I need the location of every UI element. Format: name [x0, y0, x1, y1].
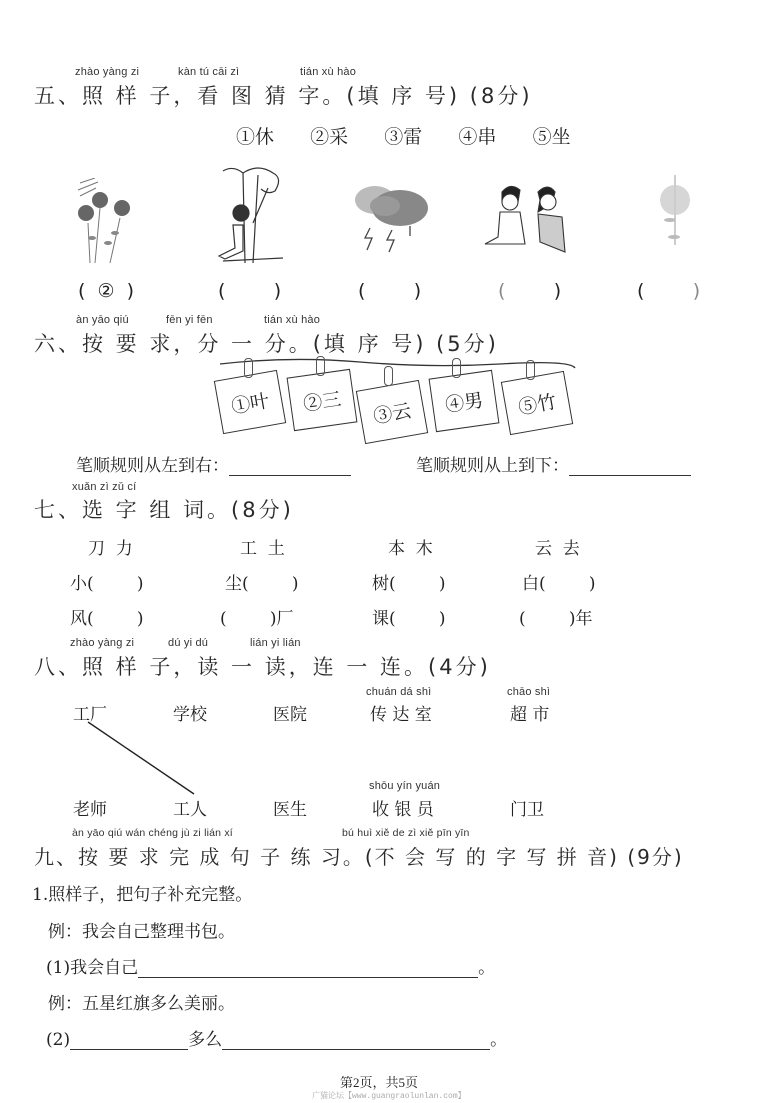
- section7-title: 七、选 字 组 词。(8分): [34, 498, 294, 522]
- word-blank-4[interactable]: 白( ): [522, 574, 596, 594]
- option-4: ④串: [458, 126, 497, 148]
- option-5: ⑤坐: [532, 126, 571, 148]
- answer-box-5[interactable]: ( ): [637, 280, 701, 302]
- answer-box-3[interactable]: ( ): [358, 280, 422, 302]
- tag-3: ③云: [356, 380, 428, 444]
- section8-pinyin-3: lián yi lián: [250, 637, 301, 649]
- paperclip-icon: [526, 360, 535, 380]
- rule-left-to-right: [76, 451, 351, 476]
- paperclip-icon: [384, 366, 393, 386]
- answer-box-2[interactable]: ( ): [218, 280, 282, 302]
- pair-1: 刀 力: [88, 539, 133, 559]
- pair-3: 本 木: [388, 539, 433, 559]
- section6-pinyin-2: fēn yi fēn: [166, 314, 213, 326]
- section9-pinyin-2: bú huì xiě de zì xiě pīn yīn: [342, 827, 470, 839]
- section6-title: 六、按 要 求，分 一 分。(填 序 号) (5分): [34, 332, 499, 356]
- question-1-title: 1.照样子，把句子补充完整。: [32, 885, 253, 905]
- answer-box-1[interactable]: ( ② ): [78, 280, 135, 302]
- paperclip-icon: [244, 358, 253, 378]
- section6-pinyin-1: àn yāo qiú: [76, 314, 129, 326]
- word-blank-1[interactable]: 小( ): [70, 574, 144, 594]
- answer-box-4[interactable]: ( ): [498, 280, 562, 302]
- option-2: ②采: [310, 126, 349, 148]
- flowers-picture: [70, 178, 150, 268]
- rule-left-label: 笔顺规则从左到右：: [76, 456, 229, 476]
- option-1: ①休: [236, 126, 275, 148]
- top-item-3[interactable]: 医院: [273, 705, 307, 725]
- rule-top-to-bottom: [416, 451, 691, 476]
- top-item-2[interactable]: 学校: [173, 705, 207, 725]
- word-blank-7[interactable]: 课( ): [372, 609, 446, 629]
- item-1: (1)我会自己 。: [46, 958, 496, 978]
- top-item-5-pinyin: chāo shì: [507, 686, 551, 698]
- section8-title: 八、照 样 子，读 一 读，连 一 连。(4分): [34, 655, 491, 679]
- top-item-4[interactable]: 传 达 室: [370, 705, 432, 725]
- item-1-prefix: (1)我会自己: [46, 958, 139, 978]
- example-1: 例：我会自己整理书包。: [48, 922, 235, 942]
- bottom-item-1[interactable]: 老师: [73, 800, 107, 820]
- section5-title: 五、照 样 子，看 图 猜 字。(填 序 号) (8分): [34, 84, 533, 108]
- tag-1: ①叶: [214, 370, 286, 434]
- example-2: 例：五星红旗多么美丽。: [48, 994, 235, 1014]
- word-blank-6[interactable]: ( )厂: [220, 609, 294, 629]
- bottom-item-4[interactable]: 收 银 员: [372, 800, 434, 820]
- watermark: 广猫论坛【www.guangraolunlan.com】: [312, 1092, 466, 1101]
- section5-options: [236, 122, 571, 149]
- tag-4: ④男: [429, 370, 500, 432]
- word-blank-3[interactable]: 树( ): [372, 574, 446, 594]
- two-children-sitting-picture: [480, 182, 580, 262]
- option-3: ③雷: [384, 126, 423, 148]
- section7-pinyin: xuǎn zì zǔ cí: [72, 481, 137, 493]
- top-item-4-pinyin: chuán dá shì: [366, 686, 432, 698]
- tag-5: ⑤竹: [501, 371, 573, 435]
- section5-pinyin-3: tián xù hào: [300, 66, 357, 78]
- item-2-prefix: (2): [46, 1030, 71, 1050]
- word-blank-2[interactable]: 尘( ): [225, 574, 299, 594]
- section9-pinyin-1: àn yāo qiú wán chéng jù zi lián xí: [72, 827, 233, 839]
- paperclip-icon: [316, 356, 325, 376]
- top-item-1[interactable]: 工厂: [73, 705, 107, 725]
- bottom-item-4-pinyin: shōu yín yuán: [369, 780, 441, 792]
- item-2-blank-1[interactable]: [70, 1031, 188, 1050]
- section5-pinyin-1: zhào yàng zi: [75, 66, 140, 78]
- section9-title: 九、按 要 求 完 成 句 子 练 习。(不 会 写 的 字 写 拼 音) (9分): [34, 845, 684, 869]
- pair-2: 工 土: [240, 539, 285, 559]
- storm-cloud-picture: [350, 178, 440, 258]
- word-blank-5[interactable]: 风( ): [70, 609, 144, 629]
- top-item-5[interactable]: 超 市: [510, 705, 550, 725]
- word-blank-8[interactable]: ( )年: [519, 609, 593, 629]
- section8-pinyin-2: dú yi dú: [168, 637, 209, 649]
- bottom-item-2[interactable]: 工人: [173, 800, 207, 820]
- boy-under-tree-picture: [213, 163, 303, 268]
- bottom-item-3[interactable]: 医生: [273, 800, 307, 820]
- paperclip-icon: [452, 358, 461, 378]
- pair-4: 云 去: [535, 539, 580, 559]
- section5-pinyin-2: kàn tú cāi zì: [178, 66, 240, 78]
- rule-top-label: 笔顺规则从上到下：: [416, 456, 569, 476]
- tag-2: ②三: [287, 369, 358, 431]
- page-number: 第2页，共5页: [340, 1075, 419, 1090]
- rule-left-blank[interactable]: [229, 457, 351, 476]
- bottom-item-5[interactable]: 门卫: [510, 800, 544, 820]
- item-2: (2) 多么 。: [46, 1030, 508, 1050]
- rule-top-blank[interactable]: [569, 457, 691, 476]
- section8-pinyin-1: zhào yàng zi: [70, 637, 135, 649]
- answer-1-value: ②: [97, 280, 115, 302]
- example-connection-line: [80, 718, 200, 798]
- item-1-blank[interactable]: [138, 959, 478, 978]
- skewer-picture: [640, 175, 710, 265]
- item-2-blank-2[interactable]: [222, 1031, 490, 1050]
- section6-pinyin-3: tián xù hào: [264, 314, 321, 326]
- item-2-mid: 多么: [188, 1030, 223, 1050]
